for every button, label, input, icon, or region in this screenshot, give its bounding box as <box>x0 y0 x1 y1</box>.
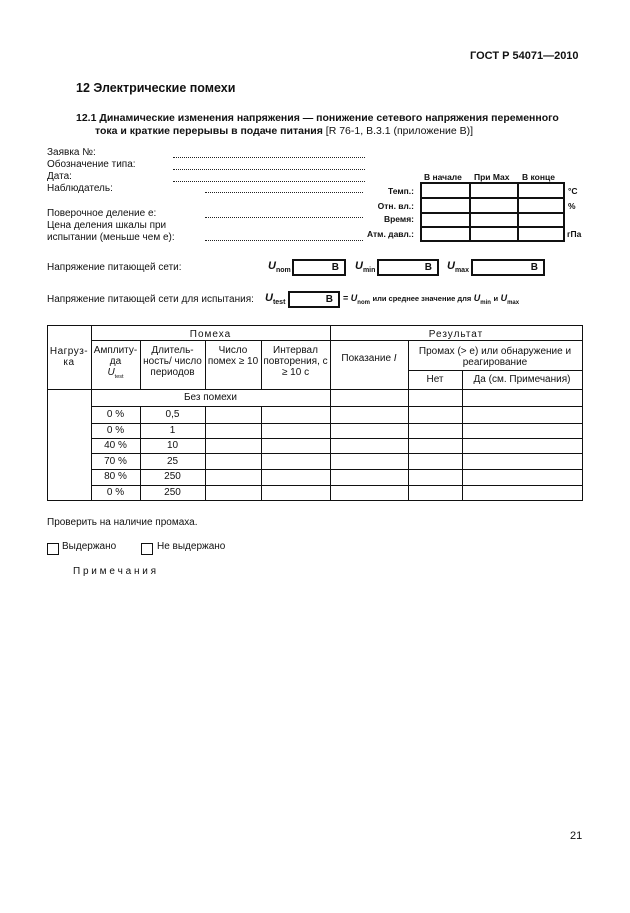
table-row-dur: 1 <box>169 425 176 436</box>
load-header: Нагруз-ка <box>49 346 89 368</box>
scale-division-label-1: Цена деления шкалы при <box>47 220 167 231</box>
test-voltage-formula: = $U_{nom}$ или среднее значение для $U_{min}$ и $U_{max}$ <box>343 293 520 306</box>
table-row-amp: 40 % <box>104 440 127 451</box>
passed-label: Выдержано <box>62 541 117 552</box>
no-header: Нет <box>426 374 444 385</box>
table-row-amp: 0 % <box>106 487 125 498</box>
check-instruction: Проверить на наличие промаха. <box>47 517 198 528</box>
cond-label-pressure: Атм. давл.: <box>366 229 414 239</box>
yes-header: Да (см. Примечания) <box>473 374 571 385</box>
supply-voltage-label: Напряжение питающей сети: <box>47 262 182 273</box>
interference-header: Помеха <box>189 329 232 340</box>
col-end-header: В конце <box>522 172 555 182</box>
duration-header: Длитель-ность/ число периодов <box>143 345 202 378</box>
u-test-field[interactable]: В <box>288 291 340 308</box>
table-row-dur: 0,5 <box>165 409 180 420</box>
failed-checkbox[interactable] <box>141 543 153 555</box>
reading-header: Показание I <box>341 353 397 364</box>
result-header: Результат <box>428 329 484 340</box>
page-number: 21 <box>570 830 583 842</box>
u-max-field[interactable]: В <box>471 259 545 276</box>
unit-celsius: °C <box>568 186 578 196</box>
cond-label-humidity: Отн. вл.: <box>377 201 414 211</box>
amplitude-header: Амплиту-да $U_{test}$ <box>91 345 140 383</box>
test-voltage-label: Напряжение питающей сети для испытания: <box>47 294 254 305</box>
unit-percent: % <box>568 201 576 211</box>
notes-heading: П р и м е ч а н и я <box>73 566 157 577</box>
fault-header: Промах (> e) или обнаружение и реагирование <box>418 346 572 368</box>
subsection-title-cont: тока и краткие перерывы в подаче питания [R 76-1, B.3.1 (приложение B)] <box>95 125 474 137</box>
table-row-amp: 0 % <box>106 425 125 436</box>
table-row-dur: 25 <box>166 456 179 467</box>
unit-hpa: гПа <box>567 229 582 239</box>
u-max-symbol: $U_{max}$ <box>447 260 469 275</box>
interval-header: Интервал повторения, с ≥ 10 с <box>263 345 328 378</box>
type-designation-label: Обозначение типа: <box>47 159 136 170</box>
observer-label: Наблюдатель: <box>47 183 113 194</box>
subsection-title: 12.1 Динамические изменения напряжения — понижение сетевого напряжения переменного <box>76 112 559 124</box>
u-nom-symbol: $U_{nom}$ <box>268 260 291 275</box>
u-test-symbol: $U_{test}$ <box>265 292 286 307</box>
failed-label: Не выдержано <box>157 541 226 552</box>
scale-division-label-2: испытании (меньше чем e): <box>47 232 175 243</box>
table-row-dur: 10 <box>166 440 179 451</box>
u-nom-field[interactable]: В <box>292 259 346 276</box>
table-row-amp: 70 % <box>104 456 127 467</box>
cond-label-temp: Темп.: <box>388 186 414 196</box>
cond-label-time: Время: <box>383 214 414 224</box>
table-row-dur: 250 <box>164 487 181 498</box>
application-label: Заявка №: <box>47 147 96 158</box>
col-start-header: В начале <box>424 172 462 182</box>
table-row-dur: 250 <box>164 471 181 482</box>
col-max-header: При Max <box>474 172 510 182</box>
no-interference-row: Без помехи <box>183 392 238 403</box>
u-min-symbol: $U_{min}$ <box>355 260 376 275</box>
table-row-amp: 0 % <box>106 409 125 420</box>
section-title: 12 Электрические помехи <box>76 81 236 95</box>
count-header: Число помех ≥ 10 <box>207 345 259 367</box>
standard-number: ГОСТ Р 54071—2010 <box>470 50 579 62</box>
u-test-label: $U_{test}$ <box>107 367 124 380</box>
passed-checkbox[interactable] <box>47 543 59 555</box>
verification-division-label: Поверочное деление e: <box>47 208 157 219</box>
u-min-field[interactable]: В <box>377 259 439 276</box>
date-label: Дата: <box>47 171 72 182</box>
table-row-amp: 80 % <box>104 471 127 482</box>
